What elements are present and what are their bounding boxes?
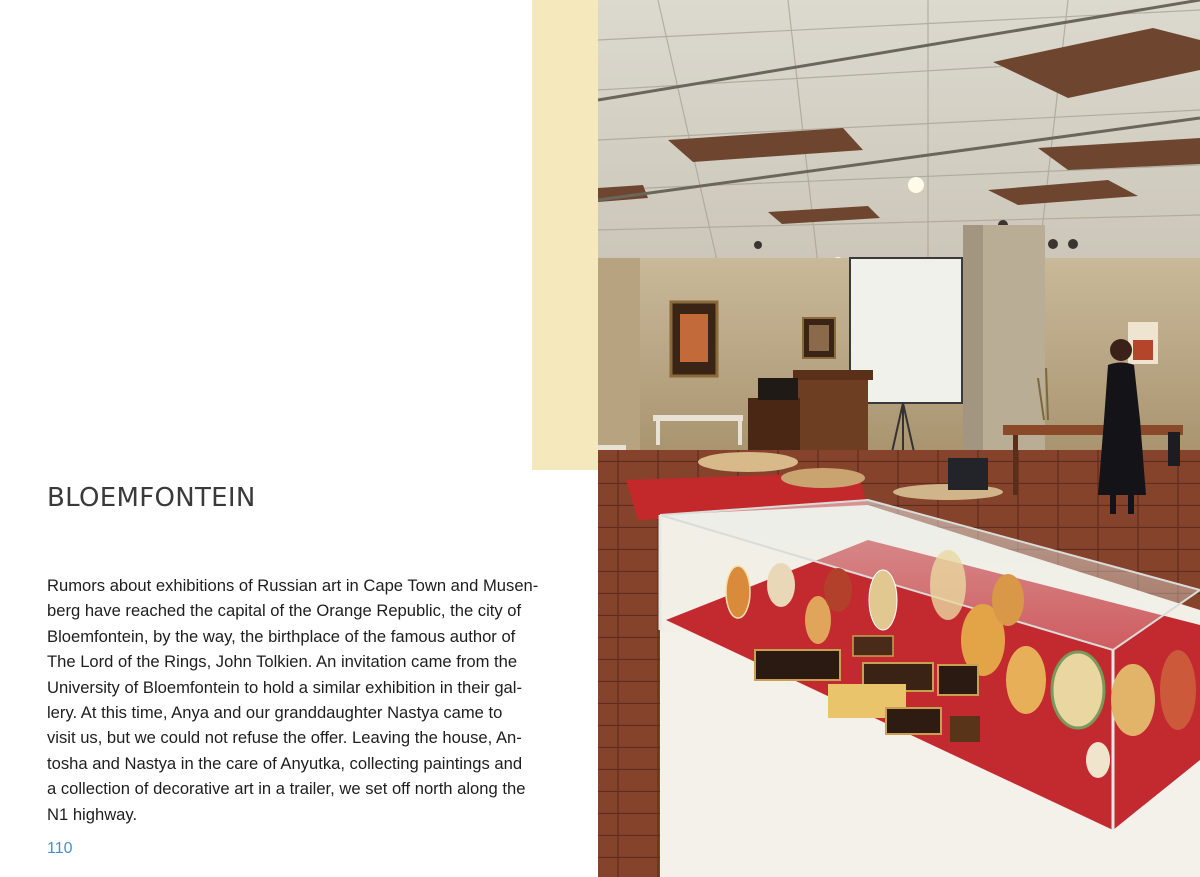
paragraph-line: The Lord of the Rings, John Tolkien. An invitation came from the [47,652,518,672]
page-heading: BLOEMFONTEIN [47,483,256,513]
painting-middle [803,318,835,358]
paragraph-line: N1 highway. [47,804,138,824]
painting-left [671,302,717,376]
paragraph-line: Bloemfontein, by the way, the birthplace of the famous author of [47,626,516,646]
paragraph-line: visit us, but we could not refuse the offer. Leaving the house, An- [47,728,522,748]
body-paragraph [47,573,567,827]
paragraph-line: Rumors about exhibitions of Russian art in Cape Town and Musen- [47,576,539,595]
paragraph-line: a collection of decorative art in a trailer, we set off north along the [47,779,526,799]
left-page [0,0,598,877]
paragraph-line: University of Bloemfontein to hold a similar exhibition in their gal- [47,677,522,697]
painting-right [1128,322,1158,364]
exhibition-photo [598,0,1200,877]
decorative-band [532,0,598,470]
page-number: 110 [47,840,73,857]
paragraph-line: lery. At this time, Anya and our granddaughter Nastya came to [47,703,503,723]
paragraph-line: berg have reached the capital of the Orange Republic, the city of [47,601,522,621]
paragraph-line: tosha and Nastya in the care of Anyutka, collecting paintings and [47,753,523,773]
